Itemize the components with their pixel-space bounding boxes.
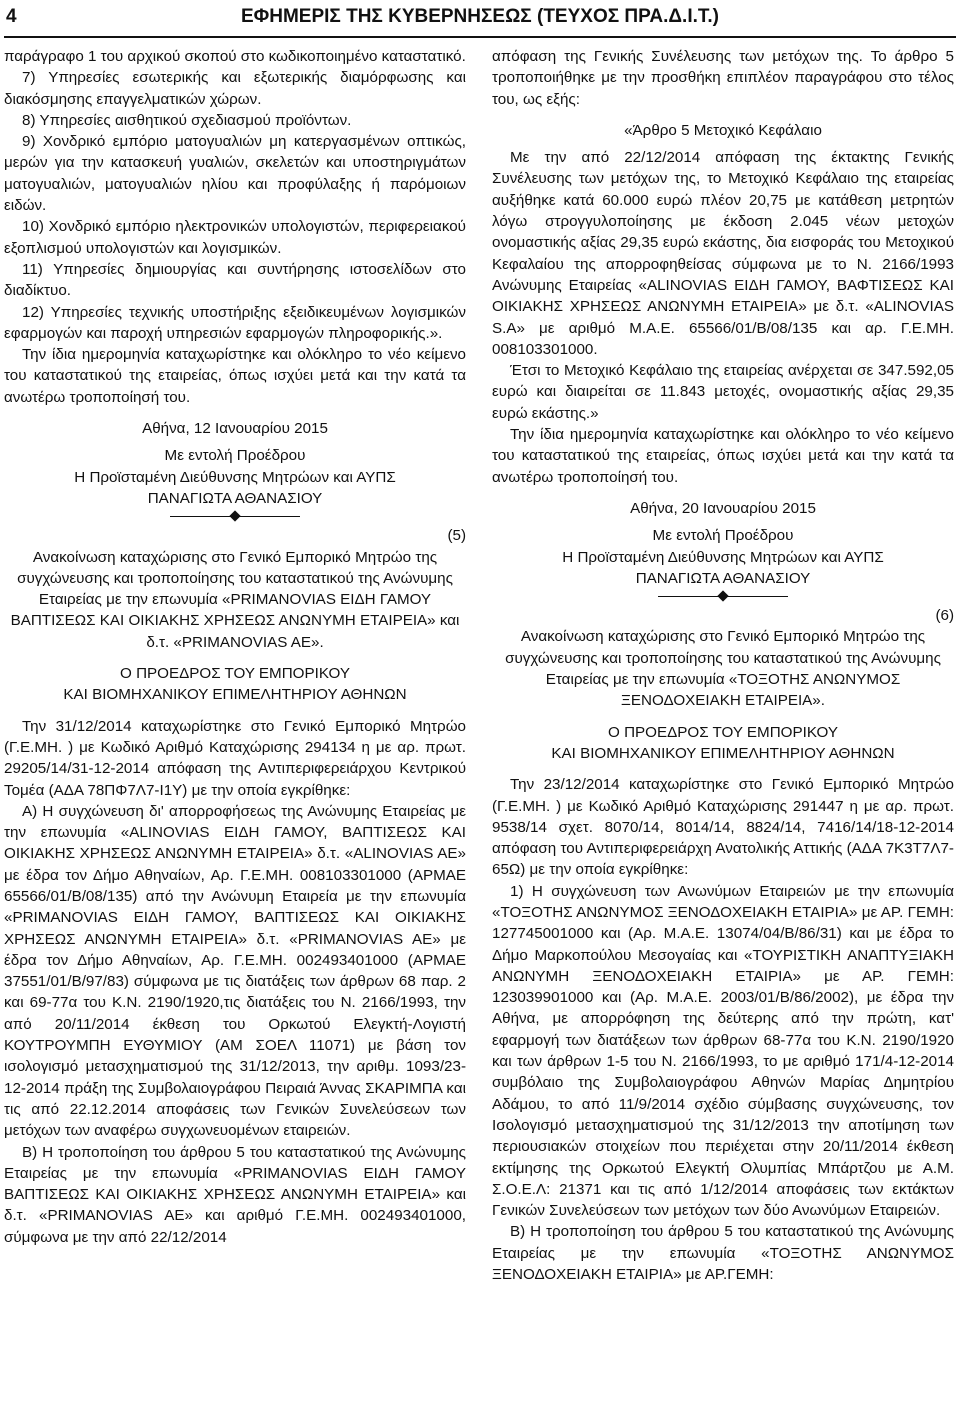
gazette-title: ΕΦΗΜΕΡΙΣ ΤΗΣ ΚΥΒΕΡΝΗΣΕΩΣ (ΤΕΥΧΟΣ ΠΡΑ.Δ.Ι.Τ.) — [240, 6, 720, 27]
article-heading: «Άρθρο 5 Μετοχικό Κεφάλαιο — [624, 121, 822, 139]
paragraph: 12) Υπηρεσίες τεχνικής υποστήριξης εξειδικευμένων λογισμικών εφαρμογών και παροχή υπηρεσιών εφαρμογών πληροφορικής.». — [4, 303, 466, 342]
section-separator — [4, 511, 466, 523]
paragraph: Β) Η τροποποίηση του άρθρου 5 του καταστατικού της Ανώνυμης Εταιρείας με την επωνυμία «ΤΟΞΟΤΗΣ ΑΝΩΝΥΜΟΣ ΞΕΝΟΔΟΧΕΙΑΚΗ ΕΤΑΙΡΙΑ» με ΑΡ.ΓΕΜΗ: — [492, 1223, 954, 1284]
authority-line: Ο ΠΡΟΕΔΡΟΣ ΤΟΥ ΕΜΠΟΡΙΚΟΥ — [608, 723, 838, 741]
signature-order: Με εντολή Προέδρου — [164, 447, 306, 465]
paragraph: Α) Η συγχώνευση δι' απορροφήσεως της Ανώνυμης Εταιρείας με την επωνυμία «ALINOVIAS ΕΙΔΗ ΓΑΜΟΥ, ΒΑΠΤΙΣΕΩΣ ΚΑΙ ΟΙΚΙΑΚΗΣ ΧΡΗΣΕΩΣ ΑΝΩΝΥΜΗ ΕΤΑΙΡΕΙΑ» δ.τ. «ALINOVIAS AE» με έδρα τον Δήμο Αθηναίων, Αρ. Γ.Ε.ΜΗ. 008103301000 (ΑΡΜΑΕ 65566/01/Β/08/135) από την Ανώνυμη Εταιρεία με την επωνυμία «PRIMANOVIAS ΕΙΔΗ ΓΑΜΟΥ, ΒΑΠΤΙΣΕΩΣ ΚΑΙ ΟΙΚΙΑΚΗΣ ΧΡΗΣΕΩΣ ΑΝΩΝΥΜΗ ΕΤΑΙΡΕΙΑ» δ.τ. «PRIMANOVIAS AE» με έδρα τον Δήμο Αθηναίων, Αρ. Γ.Ε.ΜΗ. 002493401000 (ΑΡΜΑΕ 37551/01/Β/97/83) σύμφωνα με τις διατάξεις των άρθρων 68 παρ. 2 και 69-77α του Κ.Ν. 2190/1920,τις διατάξεις του Ν. 2166/1993, την από 20/11/2014 έκθεση του Ορκωτού Ελεγκτή-Λογιστή ΚΟΥΤΡΟΥΜΠΗ ΕΥΘΥΜΙΟΥ (ΑΜ ΣΟΕΛ 11071) με βάση τον ισολογισμό μετασχηματισμού της 31/12/2013, την αριθμ. 1093/23-12-2014 πράξη της Συμβολαιογράφου Πειραιά Άννας ΣΚΑΡΙΜΠΑ και τις από 22.12.2014 αποφάσεις των Γενικών Συνελεύσεων των μετόχων των αναφέρω συγχωνευομένων εταιρειών. — [4, 802, 466, 1140]
signature-name: ΠΑΝΑΓΙΩΤΑ ΑΘΑΝΑΣΙΟΥ — [635, 569, 811, 587]
paragraph: 11) Υπηρεσίες δημιουργίας και συντήρησης ιστοσελίδων στο διαδίκτυο. — [4, 260, 466, 300]
left-column — [4, 46, 466, 1248]
paragraph: απόφαση της Γενικής Συνέλευσης των μετόχων της. Το άρθρο 5 τροποποιήθηκε με την προσθήκη επιπλέον παραγράφου στο τέλος του, ως εξής: — [492, 48, 954, 108]
diamond-icon — [229, 511, 240, 522]
right-column — [492, 46, 954, 1285]
page-number: 4 — [6, 6, 17, 27]
authority-line: ΚΑΙ ΒΙΟΜΗΧΑΝΙΚΟΥ ΕΠΙΜΕΛΗΤΗΡΙΟΥ ΑΘΗΝΩΝ — [551, 744, 895, 762]
signature-date: Αθήνα, 20 Ιανουαρίου 2015 — [630, 499, 816, 517]
signature-date: Αθήνα, 12 Ιανουαρίου 2015 — [142, 420, 328, 438]
paragraph: Την 23/12/2014 καταχωρίστηκε στο Γενικό Εμπορικό Μητρώο (Γ.Ε.ΜΗ. ) με Κωδικό Αριθμό Καταχώρισης 291447 η με αρ. πρωτ. 9538/14 σχετ. 8070/14, 8014/14, 8824/14, 7416/14/18-12-2014 απόφαση του Αντιπεριφερειάρχη Ανατολικής Αττικής (ΑΔΑ 7Κ3Τ7Λ7-65Ω) με την οποία εγκρίθηκε: — [492, 776, 954, 879]
header-rule — [4, 36, 956, 38]
paragraph: 9) Χονδρικό εμπόριο ματογυαλιών μη κατεργασμένων οπτικώς, μερών για την κατασκευή γυαλιών, σκελετών και υποστηριγμάτων ματογυαλιών, ματογυαλιών ηλίου και προφύλαξης ή παρόμοιων ειδών. — [4, 133, 466, 215]
paragraph: 8) Υπηρεσίες αισθητικού σχεδιασμού προϊόντων. — [22, 111, 352, 129]
signature-role: Η Προϊσταμένη Διεύθυνσης Μητρώων και ΑΥΠΣ — [74, 468, 396, 486]
signature-order: Με εντολή Προέδρου — [652, 527, 794, 545]
paragraph: Με την από 22/12/2014 απόφαση της έκτακτης Γενικής Συνέλευσης των μετόχων της, το Μετοχικό Κεφάλαιο της εταιρείας αυξήθηκε κατά 60.000 ευρώ πλέον 20,75 με κατάθεση μετρητών λόγω στρογγυλοποίησης με έκδοση 2.045 νέων μετοχών ονομαστικής αξίας 29,35 ευρώ εκάστης, δια εισφοράς του Μετοχικού Κεφαλαίου της απορροφηθείσας σύμφωνα με το Ν. 2166/1993 Ανώνυμης Εταιρείας «ALINOVIAS ΕΙΔΗ ΓΑΜΟΥ, ΒΑΦΤΙΣΕΩΣ ΚΑΙ ΟΙΚΙΑΚΗΣ ΧΡΗΣΕΩΣ ΑΝΩΝΥΜΗ ΕΤΑΙΡΕΙΑ» με δ.τ. «ALINOVIAS S.A» με αριθμό Μ.Α.Ε. 65566/01/Β/08/135 και αρ. Γ.Ε.ΜΗ. 008103301000. — [492, 149, 954, 358]
announcement-title: Ανακοίνωση καταχώρισης στο Γενικό Εμπορικό Μητρώο της συγχώνευσης και τροποποίησης του καταστατικού της Ανώνυμης Εταιρείας με την επωνυμία «ΤΟΞΟΤΗΣ ΑΝΩΝΥΜΟΣ ΞΕΝΟΔΟΧΕΙΑΚΗ ΕΤΑΙΡΕΙΑ». — [505, 628, 941, 710]
announcement-number: (6) — [935, 607, 954, 625]
paragraph: Την ίδια ημερομηνία καταχωρίστηκε και ολόκληρο το νέο κείμενο του καταστατικού της εταιρείας, όπως ισχύει μετά και την κατά τα ανωτέρω τροποποίησή του. — [4, 346, 466, 406]
paragraph: παράγραφο 1 του αρχικού σκοπού στο κωδικοποιημένο καταστατικό. — [4, 48, 466, 65]
paragraph: Έτσι το Μετοχικό Κεφάλαιο της εταιρείας ανέρχεται σε 347.592,05 ευρώ και διαιρείται σε 11.843 μετοχές, ονομαστικής αξίας 29,35 ευρώ εκάστης.» — [492, 362, 954, 422]
authority-line: Ο ΠΡΟΕΔΡΟΣ ΤΟΥ ΕΜΠΟΡΙΚΟΥ — [120, 665, 350, 683]
paragraph: 1) Η συγχώνευση των Ανωνύμων Εταιρειών με την επωνυμία «ΤΟΞΟΤΗΣ ΑΝΩΝΥΜΟΣ ΞΕΝΟΔΟΧΕΙΑΚΗ ΕΤΑΙΡΙΑ» με ΑΡ. ΓΕΜΗ: 127745001000 και (Αρ. Μ.Α.Ε. 13074/04/Β/86/31) και με έδρα το Δήμο Μαρκοπούλου Μεσογαίας και «ΤΟΥΡΙΣΤΙΚΗ ΑΝΑΠΤΥΞΙΑΚΗ ΑΝΩΝΥΜΗ ΞΕΝΟΔΟΧΕΙΑΚΗ ΕΤΑΙΡΙΑ» με ΑΡ. ΓΕΜΗ: 123039901000 και (Αρ. Μ.Α.Ε. 2003/01/Β/86/2002), με έδρα την Αθήνα, με απορρόφηση της δεύτερης από την πρώτη, κατ' εφαρμογή των διατάξεων των άρθρων 68-77α του Κ.Ν. 2190/1920 και των άρθρων 1-5 του Ν. 2166/1993, το με αριθμό 171/4-12-2014 συμβόλαιο της Συμβολαιογράφου Αθηνών Μαρίας Δημητρίου Αδάμου, το από 11/9/2014 σχέδιο σύμβασης συγχώνευσης, τον Ισολογισμό μετασχηματισμού της 31/12/2013 την αποτίμηση των περιουσιακών στοιχείων που περιέχεται στην 20/11/2014 έκθεση εκτίμησης της Ορκωτού Ελεγκτή Ολυμπίας Μπάρτζου με Α.Μ. Σ.Ο.Ε.Λ: 21371 και τις από 1/12/2014 αποφάσεις των εκτάκτων Γενικών Συνελεύσεων των μετόχων των δύο Ανωνύμων Εταιρειών. — [492, 882, 954, 1220]
paragraph: 7) Υπηρεσίες εσωτερικής και εξωτερικής διαμόρφωσης και διακόσμησης επαγγελματικών χώρων. — [4, 69, 466, 108]
announcement-title: Ανακοίνωση καταχώρισης στο Γενικό Εμπορικό Μητρώο της συγχώνευσης και τροποποίησης του καταστατικού της Ανώνυμης Εταιρείας με την επωνυμία «PRIMANOVIAS ΕΙΔΗ ΓΑΜΟΥ ΒΑΠΤΙΣΕΩΣ ΚΑΙ ΟΙΚΙΑΚΗΣ ΧΡΗΣΕΩΣ ΑΝΩΝΥΜΗ ΕΤΑΙΡΕΙΑ» και δ.τ. «PRIMANOVIAS AE». — [10, 548, 460, 651]
section-separator — [492, 591, 954, 603]
authority-line: ΚΑΙ ΒΙΟΜΗΧΑΝΙΚΟΥ ΕΠΙΜΕΛΗΤΗΡΙΟΥ ΑΘΗΝΩΝ — [63, 686, 407, 704]
signature-name: ΠΑΝΑΓΙΩΤΑ ΑΘΑΝΑΣΙΟΥ — [147, 489, 323, 507]
paragraph: Την 31/12/2014 καταχωρίστηκε στο Γενικό Εμπορικό Μητρώο (Γ.Ε.ΜΗ. ) με Κωδικό Αριθμό Καταχώρισης 294134 η με αρ. πρωτ. 29205/14/31-12-2014 απόφαση της Αντιπεριφερειάρχου Κεντρικού Τομέα (ΑΔΑ 78ΠΦ7Λ7-Ι1Υ) με την οποία εγκρίθηκε: — [4, 717, 466, 799]
signature-role: Η Προϊσταμένη Διεύθυνσης Μητρώων και ΑΥΠΣ — [562, 548, 884, 566]
diamond-icon — [717, 590, 728, 601]
announcement-number: (5) — [447, 527, 466, 545]
page-header — [0, 6, 960, 38]
paragraph: 10) Χονδρικό εμπόριο ηλεκτρονικών υπολογιστών, περιφερειακού εξοπλισμού υπολογιστών και λογισμικών. — [4, 218, 466, 257]
paragraph: Την ίδια ημερομηνία καταχωρίστηκε και ολόκληρο το νέο κείμενο του καταστατικού της εταιρείας, όπως ισχύει μετά και την κατά τα ανωτέρω τροποποίησή του. — [492, 426, 954, 486]
paragraph: Β) Η τροποποίηση του άρθρου 5 του καταστατικού της Ανώνυμης Εταιρείας με την επωνυμία «PRIMANOVIAS ΕΙΔΗ ΓΑΜΟΥ ΒΑΠΤΙΣΕΩΣ ΚΑΙ ΟΙΚΙΑΚΗΣ ΧΡΗΣΕΩΣ ΑΝΩΝΥΜΗ ΕΤΑΙΡΕΙΑ» και δ.τ. «PRIMANOVIAS AE» και αριθμό Γ.Ε.ΜΗ. 002493401000, σύμφωνα με την από 22/12/2014 — [4, 1143, 466, 1246]
